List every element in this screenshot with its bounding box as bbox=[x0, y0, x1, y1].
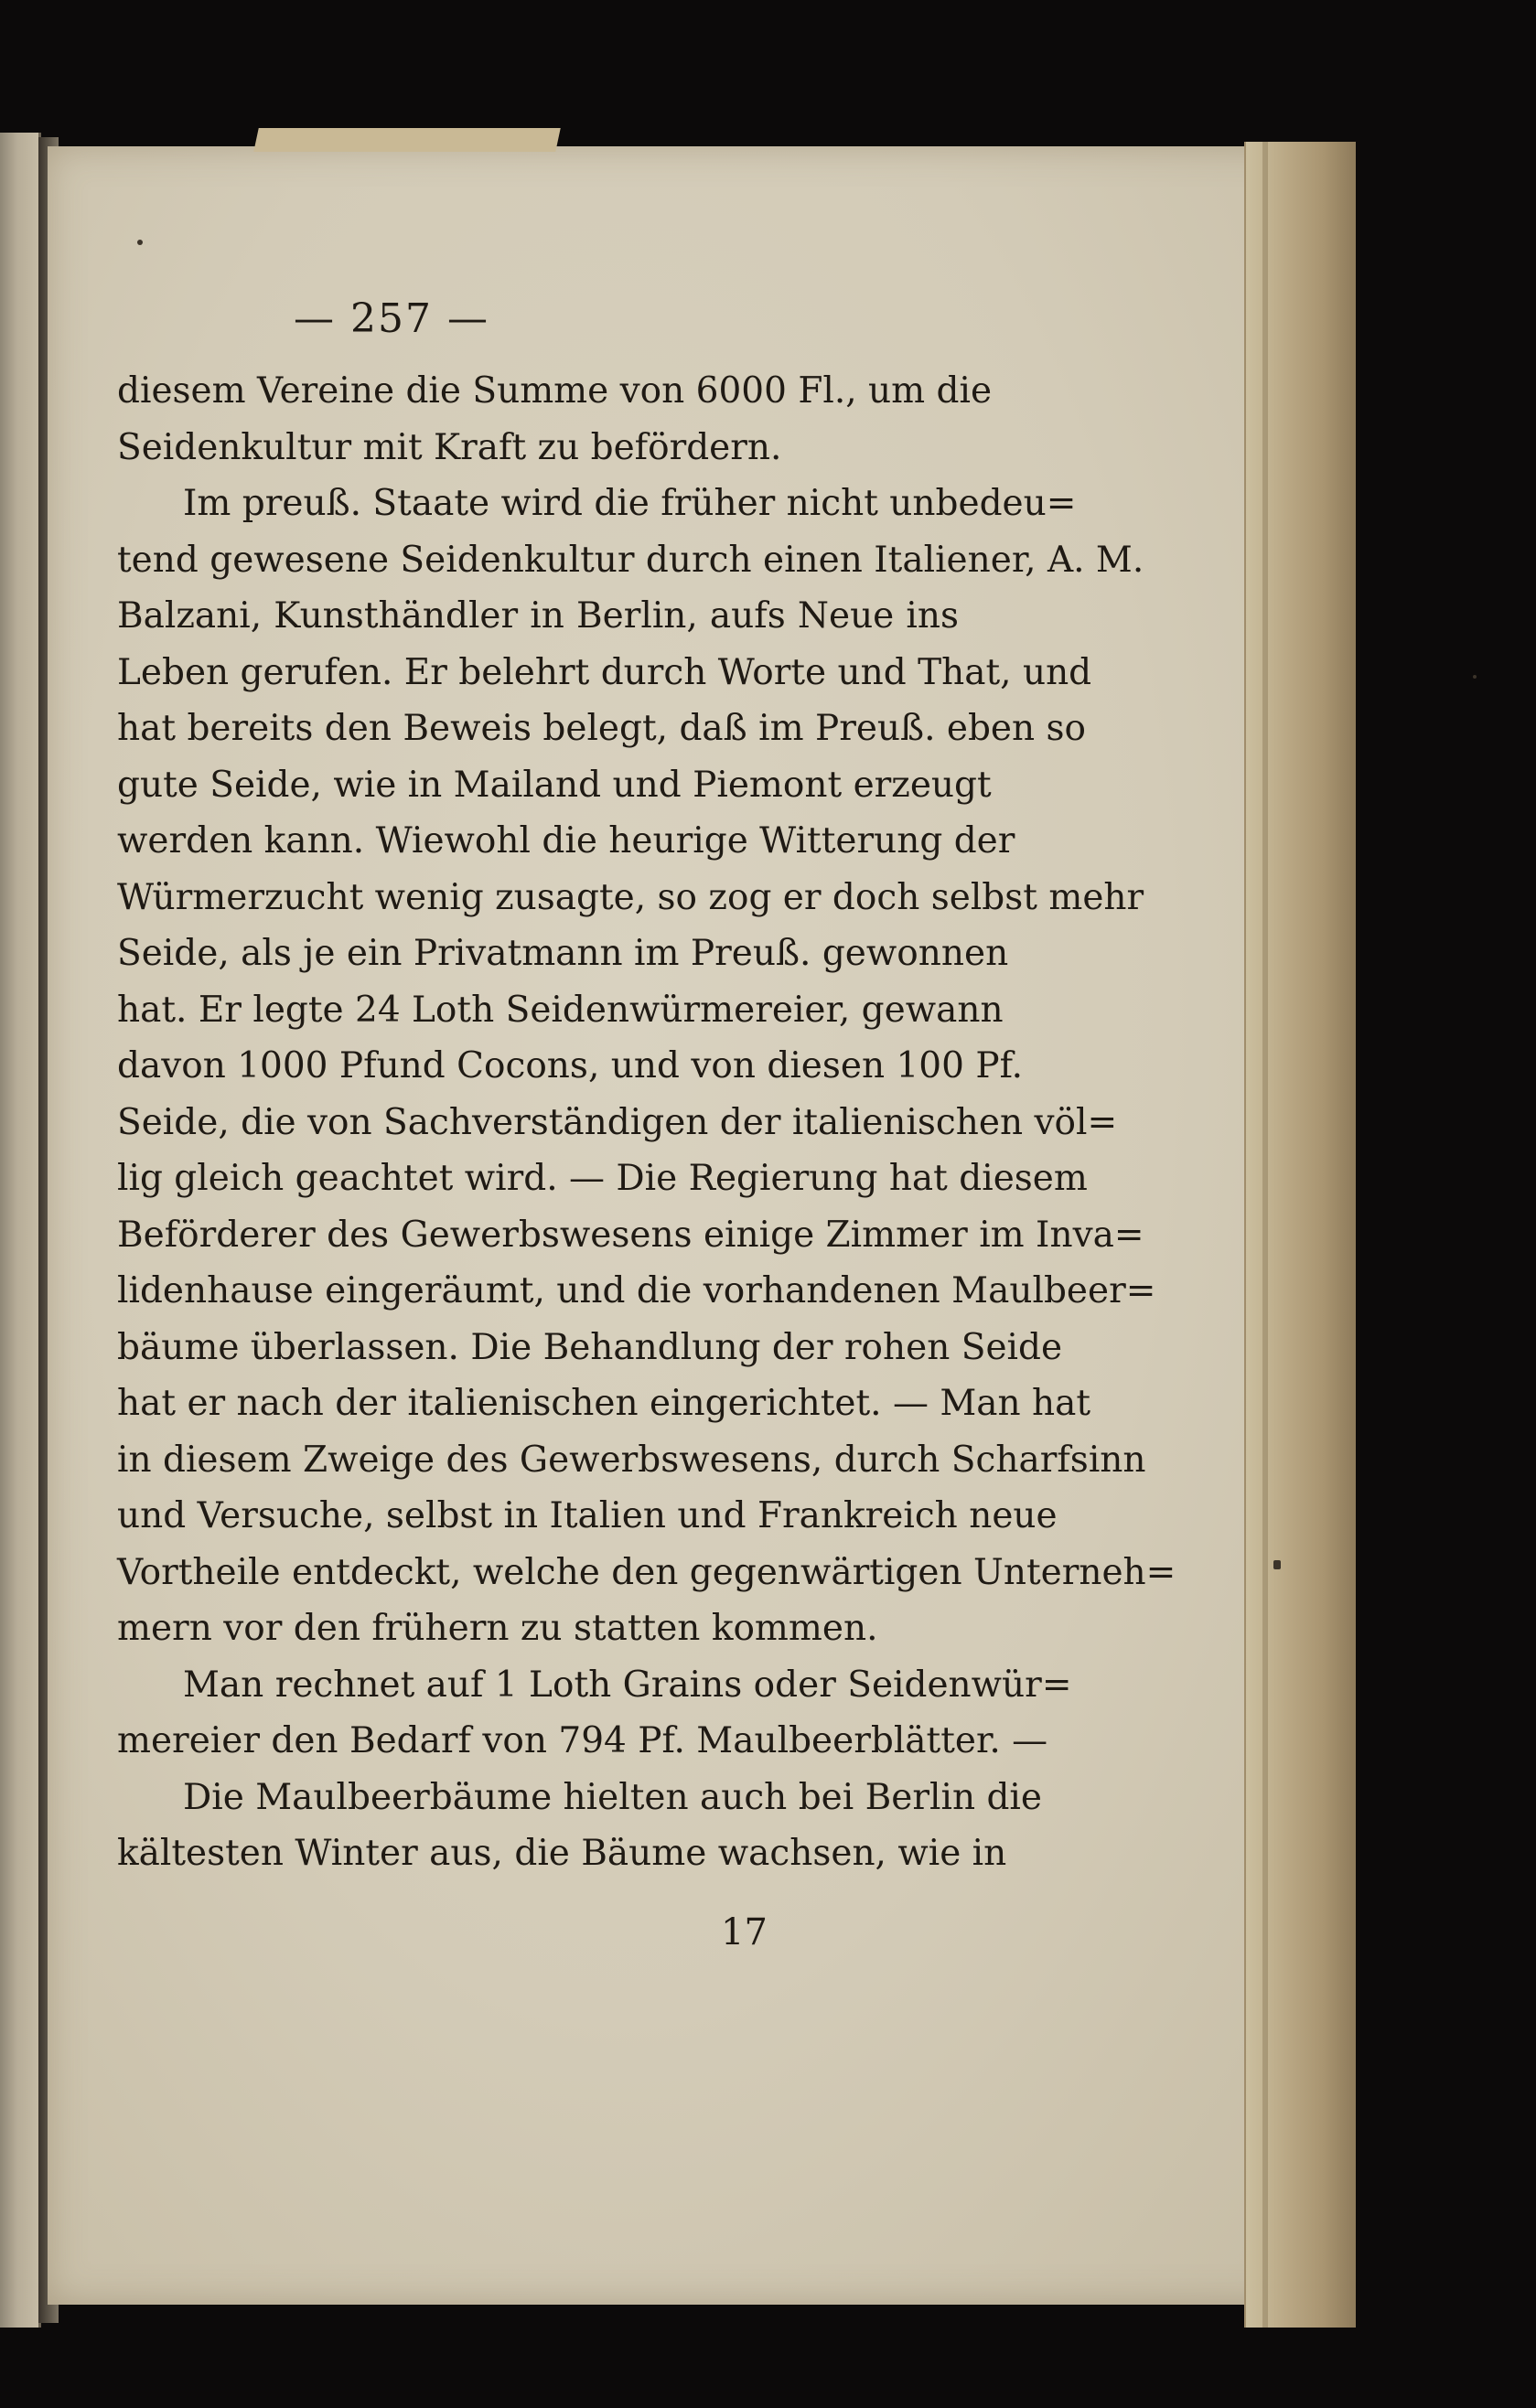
text-line: mereier den Bedarf von 794 Pf. Maulbeerblätter. — bbox=[117, 1720, 1048, 1761]
page-fore-edge bbox=[1244, 142, 1356, 2328]
text-line: hat bereits den Beweis belegt, daß im Preuß. eben so bbox=[117, 708, 1087, 749]
text-line: hat er nach der italienischen eingerichtet. — Man hat bbox=[117, 1383, 1091, 1424]
text-line: Im preuß. Staate wird die früher nicht unbedeu= bbox=[183, 483, 1077, 524]
text-line: Vortheile entdeckt, welche den gegenwärtigen Unterneh= bbox=[117, 1551, 1176, 1593]
page-tear bbox=[253, 128, 561, 152]
text-line: und Versuche, selbst in Italien und Frankreich neue bbox=[117, 1495, 1058, 1536]
text-line: in diesem Zweige des Gewerbswesens, durch Scharfsinn bbox=[117, 1439, 1146, 1481]
text-line: davon 1000 Pfund Cocons, und von diesen 100 Pf. bbox=[117, 1045, 1024, 1086]
text-line: bäume überlassen. Die Behandlung der rohen Seide bbox=[117, 1326, 1063, 1368]
text-line: Man rechnet auf 1 Loth Grains oder Seidenwür= bbox=[183, 1664, 1072, 1706]
previous-page-edge bbox=[0, 133, 41, 2328]
text-line: tend gewesene Seidenkultur durch einen Italiener, A. M. bbox=[117, 539, 1144, 581]
signature-mark: 17 bbox=[721, 1911, 768, 1953]
text-line: Seide, als je ein Privatmann im Preuß. gewonnen bbox=[117, 933, 1009, 974]
paper-speck bbox=[1273, 1560, 1281, 1569]
text-line: Balzani, Kunsthändler in Berlin, aufs Neue ins bbox=[117, 595, 959, 637]
text-line: diesem Vereine die Summe von 6000 Fl., um die bbox=[117, 370, 993, 412]
text-line: Seide, die von Sachverständigen der italienischen völ= bbox=[117, 1101, 1118, 1143]
text-line: Die Maulbeerbäume hielten auch bei Berlin die bbox=[183, 1776, 1042, 1818]
text-line: mern vor den frühern zu statten kommen. bbox=[117, 1608, 878, 1649]
text-line: Beförderer des Gewerbswesens einige Zimmer im Inva= bbox=[117, 1214, 1144, 1256]
text-line: hat. Er legte 24 Loth Seidenwürmereier, gewann bbox=[117, 989, 1004, 1031]
paper-speck bbox=[137, 240, 143, 245]
text-line: Seidenkultur mit Kraft zu befördern. bbox=[117, 426, 782, 468]
page-number-header: — 257 — bbox=[294, 295, 489, 342]
paper-speck bbox=[1473, 675, 1477, 679]
text-line: Würmerzucht wenig zusagte, so zog er doch selbst mehr bbox=[117, 876, 1144, 918]
text-line: gute Seide, wie in Mailand und Piemont erzeugt bbox=[117, 764, 992, 806]
text-line: kältesten Winter aus, die Bäume wachsen, wie in bbox=[117, 1833, 1007, 1874]
text-line: lidenhause eingeräumt, und die vorhandenen Maulbeer= bbox=[117, 1270, 1156, 1311]
text-line: Leben gerufen. Er belehrt durch Worte und That, und bbox=[117, 651, 1092, 693]
text-line: lig gleich geachtet wird. — Die Regierung hat diesem bbox=[117, 1158, 1088, 1199]
text-line: werden kann. Wiewohl die heurige Witterung der bbox=[117, 820, 1015, 862]
